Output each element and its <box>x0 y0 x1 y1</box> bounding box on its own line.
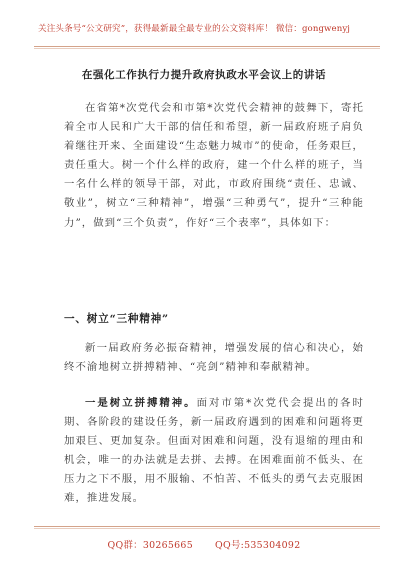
paragraph-spirit-summary: 新一届政府务必振奋精神，增强发展的信心和决心，始终不渝地树立拼搏精神、“亮剑”精神和奉献精神。 <box>64 342 364 374</box>
footer-divider <box>34 526 380 527</box>
header-divider <box>34 46 380 47</box>
paragraph-body: 面对市第*次党代会提出的各时期、各阶段的建设任务，新一届政府遇到的困难和问题将更加艰巨、更加复杂。但面对困难和问题，没有退缩的理由和机会，唯一的办法就是去拼、去搏。在困难面前不低头、在压力之下不服，用不服输、不怕苦、不低头的勇气去克服困难，推进发展。 <box>64 397 364 505</box>
header-banner: 关注头条号“公文研究”，获得最新最全最专业的公文资料库！ 微信：gongwenyj <box>38 24 351 34</box>
paragraph-intro: 在省第*次党代会和市第*次党代会精神的鼓舞下，寄托着全市人民和广大干部的信任和希望，新一届政府班子肩负着继往开来、全面建设“生态魅力城市”的使命，任务艰巨，责任重大。树一个什么样的政府，建一个什么样的班子，当一名什么样的领导干部，对此，市政府围绕“责任、忠诚、敬业”，树立“三种精神”，增强“三种勇气”，提升“三种能力”，做到“三个负责”，作好“三个表率”，具体如下： <box>64 102 364 229</box>
footer-qq-group: QQ群：30265665 <box>107 540 193 551</box>
header-divider-secondary <box>34 48 380 49</box>
paragraph-lead-bold: 一是树立拼搏精神。 <box>85 397 197 409</box>
paragraph-striving-spirit <box>64 394 364 509</box>
footer-qq-number: QQ号:535304092 <box>214 540 301 551</box>
document-title: 在强化工作执行力提升政府执政水平会议上的讲话 <box>81 69 327 81</box>
section-heading-1: 一、树立“三种精神” <box>64 313 169 325</box>
footer-contact <box>0 537 408 551</box>
footer-divider-secondary <box>34 528 380 529</box>
